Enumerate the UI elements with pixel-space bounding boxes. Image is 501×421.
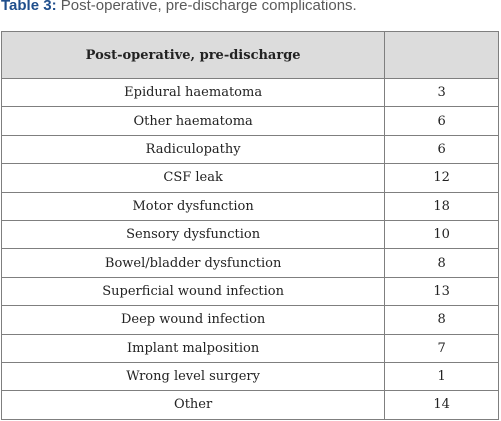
table-row: [2, 306, 499, 334]
complication-cell: Motor dysfunction: [2, 192, 385, 220]
count-cell: 6: [385, 107, 499, 135]
count-cell: 7: [385, 334, 499, 362]
table-caption: [1, 0, 357, 14]
table-row: [2, 362, 499, 390]
count-cell: 12: [385, 164, 499, 192]
complication-cell: Implant malposition: [2, 334, 385, 362]
table-row: [2, 391, 499, 419]
count-cell: 6: [385, 135, 499, 163]
table-row: [2, 79, 499, 107]
table-row: [2, 249, 499, 277]
table-row: [2, 192, 499, 220]
column-header-complication: Post-operative, pre-discharge: [2, 32, 385, 79]
complication-cell: Epidural haematoma: [2, 79, 385, 107]
count-cell: 18: [385, 192, 499, 220]
table-number: Table 3:: [1, 0, 57, 14]
table-row: [2, 135, 499, 163]
count-cell: 13: [385, 277, 499, 305]
count-cell: 10: [385, 220, 499, 248]
complication-cell: Other haematoma: [2, 107, 385, 135]
table-row: [2, 220, 499, 248]
table-row: [2, 107, 499, 135]
complication-cell: Other: [2, 391, 385, 419]
count-cell: 1: [385, 362, 499, 390]
complications-table: [1, 31, 499, 420]
count-cell: 8: [385, 306, 499, 334]
table-row: [2, 277, 499, 305]
complication-cell: Deep wound infection: [2, 306, 385, 334]
complication-cell: Bowel/bladder dysfunction: [2, 249, 385, 277]
complication-cell: Wrong level surgery: [2, 362, 385, 390]
table-caption-text: Post-operative, pre-discharge complications.: [56, 0, 357, 14]
count-cell: 8: [385, 249, 499, 277]
count-cell: 3: [385, 79, 499, 107]
complication-cell: Sensory dysfunction: [2, 220, 385, 248]
table-row: [2, 164, 499, 192]
complication-cell: CSF leak: [2, 164, 385, 192]
complication-cell: Radiculopathy: [2, 135, 385, 163]
table-header-row: [2, 32, 499, 79]
complication-cell: Superficial wound infection: [2, 277, 385, 305]
table-row: [2, 334, 499, 362]
count-cell: 14: [385, 391, 499, 419]
column-header-count: [385, 32, 499, 79]
